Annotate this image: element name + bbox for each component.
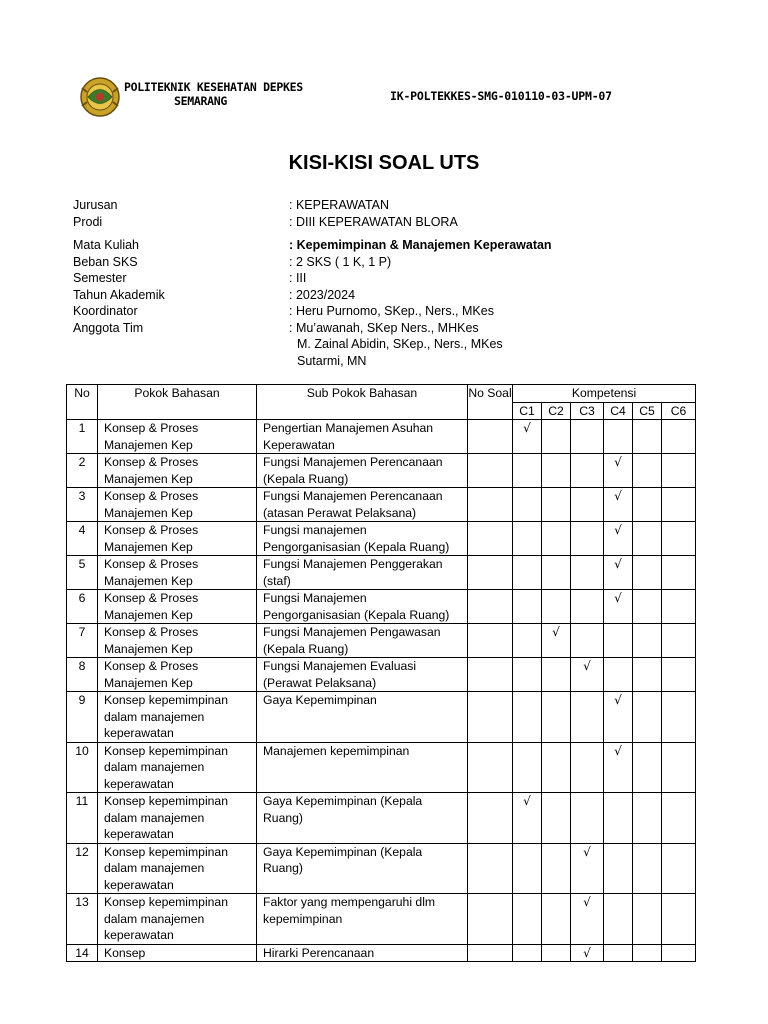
institution-line-1: POLITEKNIK KESEHATAN DEPKES	[124, 80, 303, 94]
row-level-c3	[571, 742, 604, 793]
meta-block-2	[73, 237, 552, 369]
meta-prodi	[73, 214, 458, 231]
row-no-soal	[468, 624, 513, 658]
row-level-c2	[542, 522, 571, 556]
row-level-c6	[662, 944, 696, 962]
row-level-c3	[571, 522, 604, 556]
row-level-c4	[604, 454, 633, 488]
row-level-c6	[662, 894, 696, 945]
row-level-c5	[633, 454, 662, 488]
meta-anggota-3	[73, 353, 552, 370]
row-pokok-bahasan: Konsep	[98, 944, 257, 962]
row-sub-pokok-bahasan: Gaya Kepemimpinan (Kepala Ruang)	[257, 793, 468, 844]
row-level-c6	[662, 742, 696, 793]
row-level-c3	[571, 624, 604, 658]
meta-label: Mata Kuliah	[73, 238, 140, 252]
row-sub-pokok-bahasan: Fungsi Manajemen Evaluasi (Perawat Pelaksana)	[257, 658, 468, 692]
check-mark: √	[523, 794, 531, 808]
meta-value: : 2023/2024	[289, 287, 356, 302]
row-level-c4	[604, 522, 633, 556]
row-level-c4	[604, 590, 633, 624]
row-no: 14	[67, 944, 98, 962]
row-level-c1	[513, 420, 542, 454]
meta-label: Jurusan	[73, 198, 118, 212]
row-level-c1	[513, 944, 542, 962]
row-no: 6	[67, 590, 98, 624]
row-level-c5	[633, 793, 662, 844]
row-level-c2	[542, 556, 571, 590]
institution-line-2: SEMARANG	[174, 94, 227, 108]
row-level-c4	[604, 556, 633, 590]
row-level-c4	[604, 742, 633, 793]
meta-value: Sutarmi, MN	[297, 353, 367, 368]
row-no: 10	[67, 742, 98, 793]
row-level-c2	[542, 894, 571, 945]
row-pokok-bahasan: Konsep & Proses Manajemen Kep	[98, 590, 257, 624]
row-pokok-bahasan: Konsep kepemimpinan dalam manajemen keperawatan	[98, 894, 257, 945]
check-mark: √	[614, 557, 622, 571]
row-level-c5	[633, 624, 662, 658]
row-no-soal	[468, 793, 513, 844]
row-level-c5	[633, 692, 662, 743]
row-level-c3	[571, 658, 604, 692]
row-level-c4	[604, 658, 633, 692]
institution-logo	[78, 76, 122, 118]
row-no-soal	[468, 944, 513, 962]
meta-label: Koordinator	[73, 304, 138, 318]
row-no: 11	[67, 793, 98, 844]
row-pokok-bahasan: Konsep & Proses Manajemen Kep	[98, 556, 257, 590]
table-row	[67, 793, 696, 844]
row-no: 4	[67, 522, 98, 556]
row-level-c1	[513, 522, 542, 556]
row-level-c1	[513, 843, 542, 894]
check-mark: √	[523, 421, 531, 435]
row-pokok-bahasan: Konsep kepemimpinan dalam manajemen keperawatan	[98, 843, 257, 894]
header-no: No	[67, 385, 98, 420]
table-row	[67, 843, 696, 894]
meta-value: : Heru Purnomo, SKep., Ners., MKes	[289, 304, 494, 318]
row-no: 1	[67, 420, 98, 454]
row-no-soal	[468, 556, 513, 590]
meta-value: : III	[289, 271, 307, 285]
row-pokok-bahasan: Konsep kepemimpinan dalam manajemen keperawatan	[98, 692, 257, 743]
kisi-table-body	[67, 420, 696, 962]
row-level-c1	[513, 742, 542, 793]
row-level-c1	[513, 556, 542, 590]
row-no: 2	[67, 454, 98, 488]
header-c3: C3	[571, 402, 604, 420]
table-row	[67, 522, 696, 556]
row-level-c3	[571, 692, 604, 743]
row-sub-pokok-bahasan: Gaya Kepemimpinan	[257, 692, 468, 743]
check-mark: √	[614, 489, 622, 503]
meta-semester	[73, 270, 552, 287]
row-pokok-bahasan: Konsep & Proses Manajemen Kep	[98, 454, 257, 488]
row-level-c4	[604, 488, 633, 522]
row-no-soal	[468, 742, 513, 793]
row-sub-pokok-bahasan: Fungsi manajemen Pengorganisasian (Kepala Ruang)	[257, 522, 468, 556]
meta-label: Tahun Akademik	[73, 287, 165, 302]
row-level-c3	[571, 944, 604, 962]
row-level-c1	[513, 658, 542, 692]
table-row	[67, 556, 696, 590]
row-level-c6	[662, 522, 696, 556]
row-level-c3	[571, 488, 604, 522]
check-mark: √	[614, 455, 622, 469]
meta-value: : 2 SKS ( 1 K, 1 P)	[289, 254, 392, 269]
row-level-c6	[662, 454, 696, 488]
row-level-c2	[542, 590, 571, 624]
row-level-c4	[604, 894, 633, 945]
header-c5: C5	[633, 402, 662, 420]
header-c4: C4	[604, 402, 633, 420]
row-level-c4	[604, 420, 633, 454]
row-pokok-bahasan: Konsep & Proses Manajemen Kep	[98, 658, 257, 692]
institution-name	[124, 80, 303, 108]
row-sub-pokok-bahasan: Fungsi Manajemen Pengawasan (Kepala Ruang)	[257, 624, 468, 658]
row-level-c2	[542, 420, 571, 454]
row-level-c1	[513, 488, 542, 522]
header-sub-pokok-bahasan: Sub Pokok Bahasan	[257, 385, 468, 420]
row-level-c3	[571, 420, 604, 454]
row-no-soal	[468, 522, 513, 556]
meta-value: : Mu’awanah, SKep Ners., MHKes	[289, 320, 479, 335]
row-level-c2	[542, 624, 571, 658]
check-mark: √	[614, 591, 622, 605]
row-level-c2	[542, 843, 571, 894]
row-level-c4	[604, 944, 633, 962]
table-row	[67, 488, 696, 522]
row-level-c1	[513, 590, 542, 624]
row-no: 13	[67, 894, 98, 945]
row-pokok-bahasan: Konsep & Proses Manajemen Kep	[98, 624, 257, 658]
header-c1: C1	[513, 402, 542, 420]
table-row	[67, 894, 696, 945]
table-row	[67, 590, 696, 624]
row-sub-pokok-bahasan: Faktor yang mempengaruhi dlm kepemimpinan	[257, 894, 468, 945]
meta-value: : DIII KEPERAWATAN BLORA	[289, 214, 458, 229]
meta-block-1	[73, 197, 458, 230]
kisi-table	[66, 384, 696, 962]
row-level-c2	[542, 692, 571, 743]
row-level-c4	[604, 793, 633, 844]
document-code: IK-POLTEKKES-SMG-010110-03-UPM-07	[390, 89, 612, 103]
row-sub-pokok-bahasan: Gaya Kepemimpinan (Kepala Ruang)	[257, 843, 468, 894]
header-c2: C2	[542, 402, 571, 420]
header-pokok-bahasan: Pokok Bahasan	[98, 385, 257, 420]
page-title: KISI-KISI SOAL UTS	[288, 152, 480, 174]
row-level-c5	[633, 843, 662, 894]
check-mark: √	[583, 844, 591, 859]
header-kompetensi: Kompetensi	[513, 385, 696, 403]
row-level-c5	[633, 894, 662, 945]
meta-beban-sks	[73, 254, 552, 271]
row-level-c1	[513, 624, 542, 658]
table-row	[67, 944, 696, 962]
row-pokok-bahasan: Konsep kepemimpinan dalam manajemen keperawatan	[98, 742, 257, 793]
row-level-c3	[571, 894, 604, 945]
row-level-c1	[513, 793, 542, 844]
row-no: 5	[67, 556, 98, 590]
row-no-soal	[468, 843, 513, 894]
meta-koordinator	[73, 303, 552, 320]
table-row	[67, 624, 696, 658]
meta-tahun	[73, 287, 552, 304]
meta-mata-kuliah	[73, 237, 552, 254]
row-pokok-bahasan: Konsep & Proses Manajemen Kep	[98, 488, 257, 522]
meta-anggota-2	[73, 336, 552, 353]
table-row	[67, 420, 696, 454]
row-level-c6	[662, 793, 696, 844]
row-sub-pokok-bahasan: Fungsi Manajemen Penggerakan (staf)	[257, 556, 468, 590]
row-no-soal	[468, 590, 513, 624]
row-level-c4	[604, 624, 633, 658]
row-level-c2	[542, 793, 571, 844]
row-level-c2	[542, 742, 571, 793]
row-level-c4	[604, 843, 633, 894]
meta-label: Beban SKS	[73, 254, 138, 269]
meta-value: M. Zainal Abidin, SKep., Ners., MKes	[297, 337, 503, 351]
row-level-c5	[633, 742, 662, 793]
row-level-c6	[662, 624, 696, 658]
check-mark: √	[583, 895, 591, 909]
row-level-c5	[633, 556, 662, 590]
table-row	[67, 692, 696, 743]
row-pokok-bahasan: Konsep & Proses Manajemen Kep	[98, 420, 257, 454]
table-row	[67, 658, 696, 692]
row-level-c5	[633, 590, 662, 624]
row-level-c2	[542, 488, 571, 522]
check-mark: √	[583, 659, 591, 673]
row-no: 3	[67, 488, 98, 522]
row-level-c3	[571, 843, 604, 894]
row-level-c5	[633, 420, 662, 454]
table-row	[67, 742, 696, 793]
row-pokok-bahasan: Konsep kepemimpinan dalam manajemen keperawatan	[98, 793, 257, 844]
row-level-c6	[662, 658, 696, 692]
row-level-c5	[633, 944, 662, 962]
check-mark: √	[614, 693, 622, 707]
meta-value: : Kepemimpinan & Manajemen Keperawatan	[289, 238, 552, 252]
row-sub-pokok-bahasan: Manajemen kepemimpinan	[257, 742, 468, 793]
table-row	[67, 454, 696, 488]
row-sub-pokok-bahasan: Fungsi Manajemen Pengorganisasian (Kepala Ruang)	[257, 590, 468, 624]
row-sub-pokok-bahasan: Hirarki Perencanaan	[257, 944, 468, 962]
row-level-c3	[571, 556, 604, 590]
row-level-c6	[662, 843, 696, 894]
row-level-c6	[662, 692, 696, 743]
row-level-c3	[571, 793, 604, 844]
meta-jurusan	[73, 197, 458, 214]
row-level-c4	[604, 692, 633, 743]
row-level-c6	[662, 488, 696, 522]
row-level-c5	[633, 488, 662, 522]
meta-label: Prodi	[73, 214, 103, 229]
row-no: 12	[67, 843, 98, 894]
row-sub-pokok-bahasan: Fungsi Manajemen Perencanaan (Kepala Ruang)	[257, 454, 468, 488]
row-sub-pokok-bahasan: Fungsi Manajemen Perencanaan (atasan Perawat Pelaksana)	[257, 488, 468, 522]
row-no-soal	[468, 692, 513, 743]
header-c6: C6	[662, 402, 696, 420]
check-mark: √	[552, 625, 560, 639]
row-level-c6	[662, 420, 696, 454]
row-level-c3	[571, 590, 604, 624]
row-level-c2	[542, 658, 571, 692]
row-level-c3	[571, 454, 604, 488]
row-level-c6	[662, 556, 696, 590]
row-no-soal	[468, 454, 513, 488]
row-level-c6	[662, 590, 696, 624]
check-mark: √	[583, 945, 591, 960]
row-level-c2	[542, 454, 571, 488]
row-level-c5	[633, 522, 662, 556]
row-level-c5	[633, 658, 662, 692]
check-mark: √	[614, 523, 622, 537]
check-mark: √	[614, 743, 622, 758]
row-level-c1	[513, 454, 542, 488]
meta-anggota	[73, 320, 552, 337]
row-sub-pokok-bahasan: Pengertian Manajemen Asuhan Keperawatan	[257, 420, 468, 454]
header-no-soal: No Soal	[468, 385, 513, 420]
meta-label: Semester	[73, 271, 127, 285]
row-no-soal	[468, 420, 513, 454]
row-no: 8	[67, 658, 98, 692]
row-no: 7	[67, 624, 98, 658]
row-level-c1	[513, 692, 542, 743]
row-no: 9	[67, 692, 98, 743]
row-level-c1	[513, 894, 542, 945]
row-level-c2	[542, 944, 571, 962]
meta-label: Anggota Tim	[73, 320, 144, 335]
row-no-soal	[468, 488, 513, 522]
row-no-soal	[468, 658, 513, 692]
row-no-soal	[468, 894, 513, 945]
meta-value: : KEPERAWATAN	[289, 198, 390, 212]
row-pokok-bahasan: Konsep & Proses Manajemen Kep	[98, 522, 257, 556]
